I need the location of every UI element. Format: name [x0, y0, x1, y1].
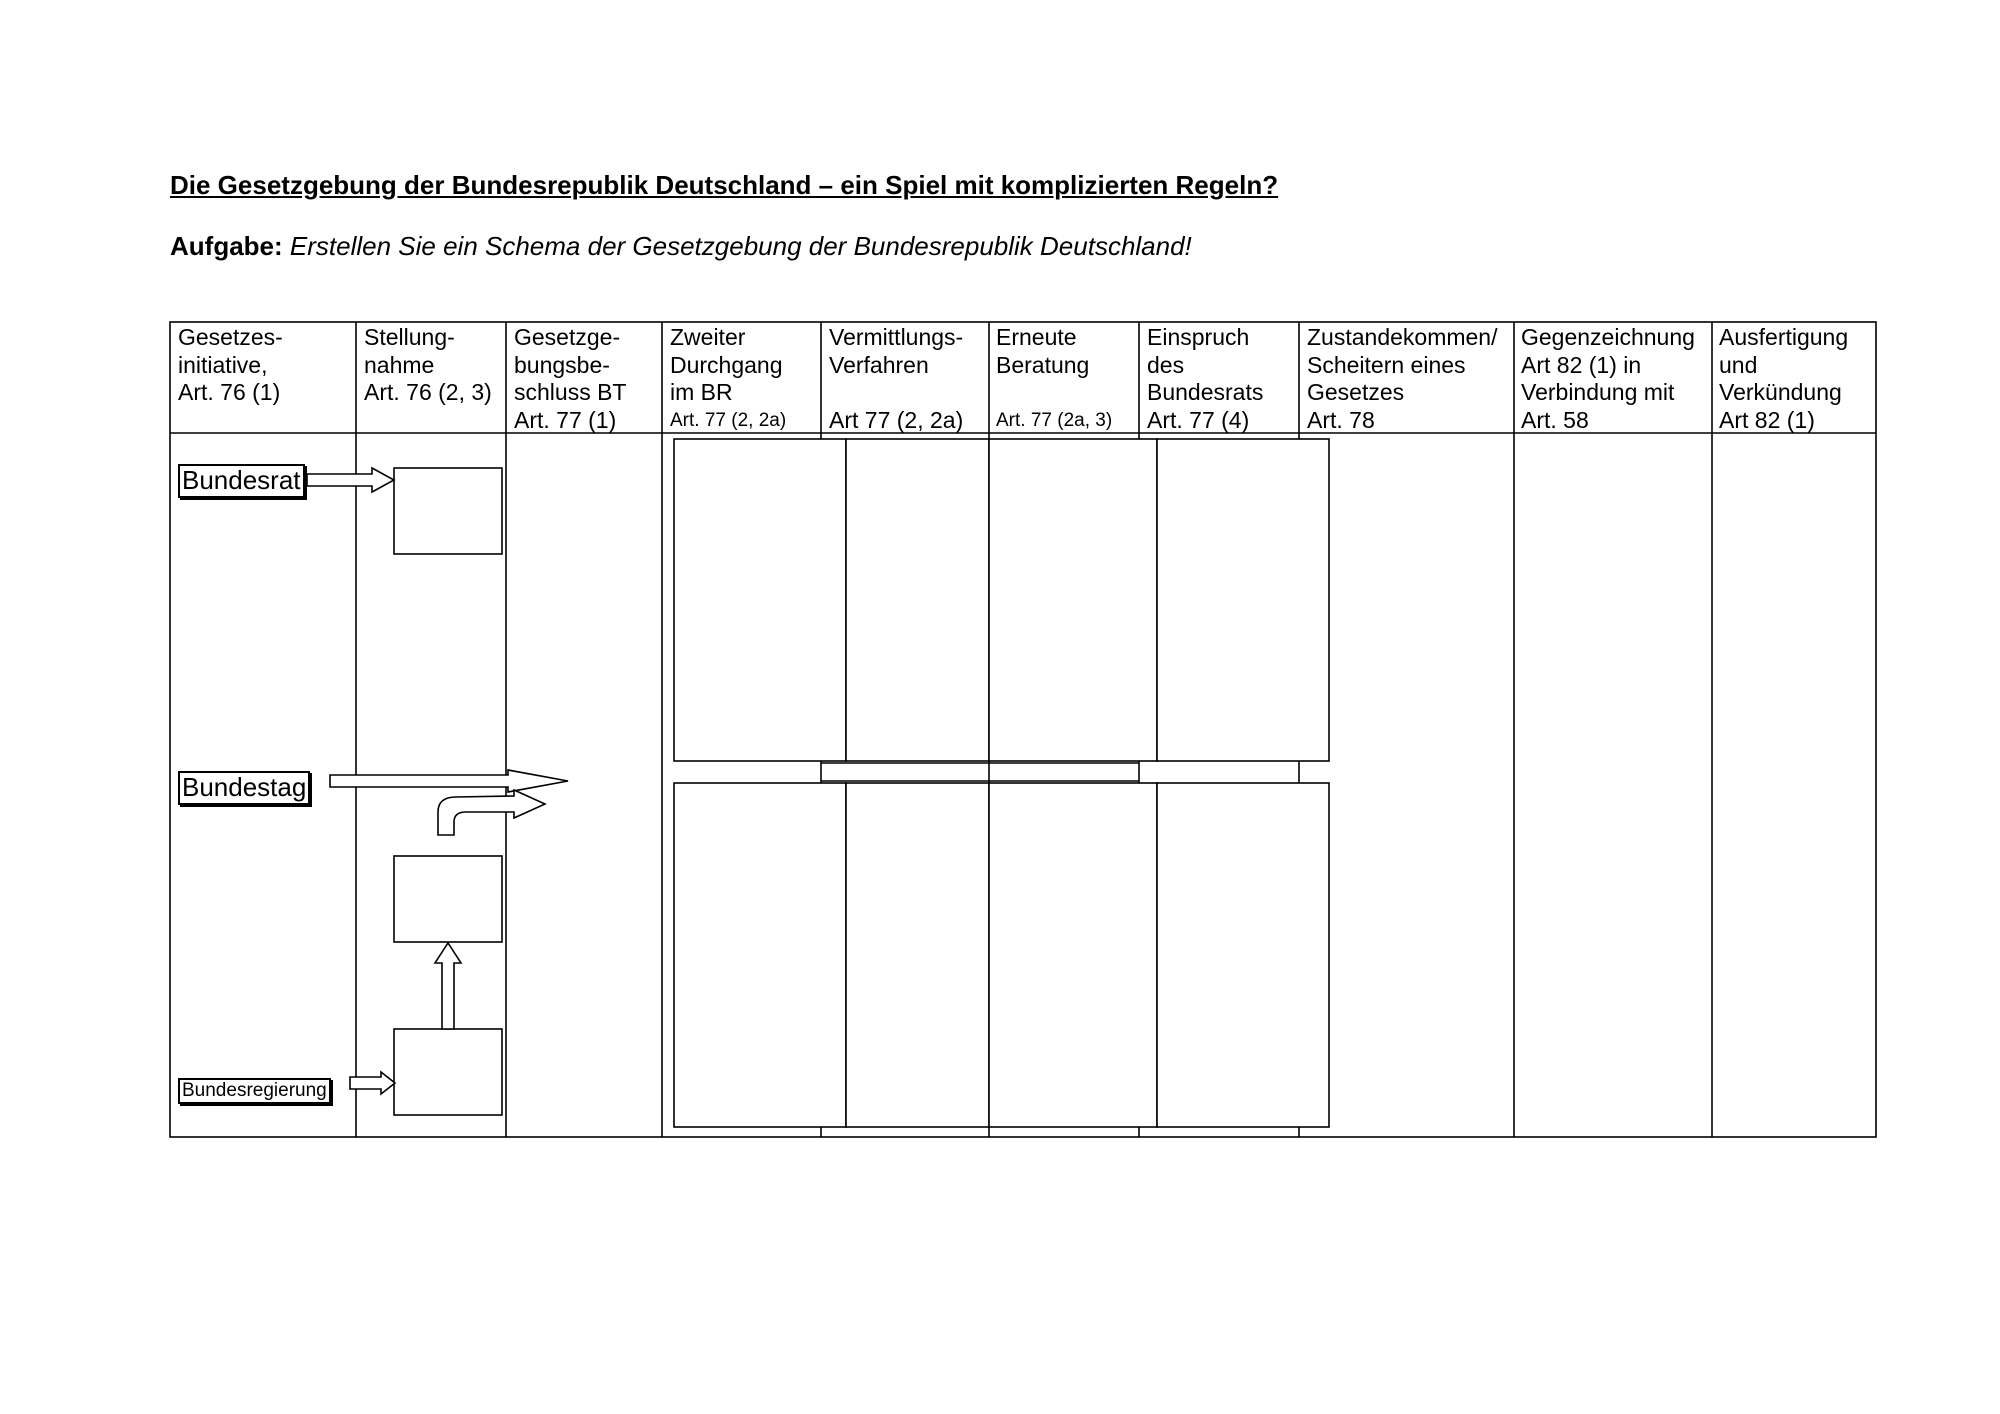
column-header-vermittlungsverfahren: Vermittlungs- Verfahren Art 77 (2, 2a)	[829, 324, 964, 433]
column-header-gegenzeichnung: Gegenzeichnung Art 82 (1) in Verbindung mit Art. 58	[1521, 324, 1695, 433]
answer-box-lower-2	[846, 783, 989, 1127]
column-header-gesetzesinitiative: Gesetzes- initiative, Art. 76 (1)	[178, 324, 283, 405]
answer-box-lower-3	[989, 783, 1157, 1127]
column-header-gesetzgebungsbeschluss: Gesetzge- bungsbe- schluss BT Art. 77 (1)	[514, 324, 627, 433]
answer-box-lower-1	[674, 783, 846, 1127]
column-header-erneute-beratung: Erneute Beratung Art. 77 (2a, 3)	[996, 324, 1113, 431]
task-label: Aufgabe:	[170, 231, 283, 261]
arrow-up-icon	[435, 943, 461, 1029]
label-bundesrat: Bundesrat	[178, 464, 305, 498]
column-header-stellungnahme: Stellung- nahme Art. 76 (2, 3)	[364, 324, 492, 405]
column-header-zweiter-durchgang: Zweiter Durchgang im BR Art. 77 (2, 2a)	[670, 324, 787, 431]
task-text: Erstellen Sie ein Schema der Gesetzgebung der Bundesrepublik Deutschland!	[289, 231, 1192, 261]
answer-box-upper-4	[1157, 439, 1329, 761]
answer-box-lower-4	[1157, 783, 1329, 1127]
arrow-bundesrat-right-icon	[307, 468, 394, 492]
answer-box-stellungnahme-br-ueber-br	[394, 856, 502, 942]
column-header-einspruch: Einspruch des Bundesrats Art. 77 (4)	[1147, 324, 1264, 433]
page-title: Die Gesetzgebung der Bundesrepublik Deutschland – ein Spiel mit komplizierten Regeln?	[170, 170, 1279, 200]
answer-box-upper-2	[846, 439, 989, 761]
arrow-bundestag-long-right-icon	[330, 770, 568, 792]
label-bundesregierung: Bundesregierung	[178, 1078, 331, 1104]
arrow-curved-right-icon	[438, 790, 545, 835]
answer-box-stellungnahme-br	[394, 468, 502, 554]
column-header-zustandekommen: Zustandekommen/ Scheitern eines Gesetzes Art. 78	[1307, 324, 1498, 433]
column-header-ausfertigung: Ausfertigung und Verkündung Art 82 (1)	[1719, 324, 1849, 433]
label-bundestag: Bundestag	[178, 771, 310, 805]
answer-box-upper-1	[674, 439, 846, 761]
answer-box-stellungnahme-breg	[394, 1029, 502, 1115]
answer-box-upper-3	[989, 439, 1157, 761]
